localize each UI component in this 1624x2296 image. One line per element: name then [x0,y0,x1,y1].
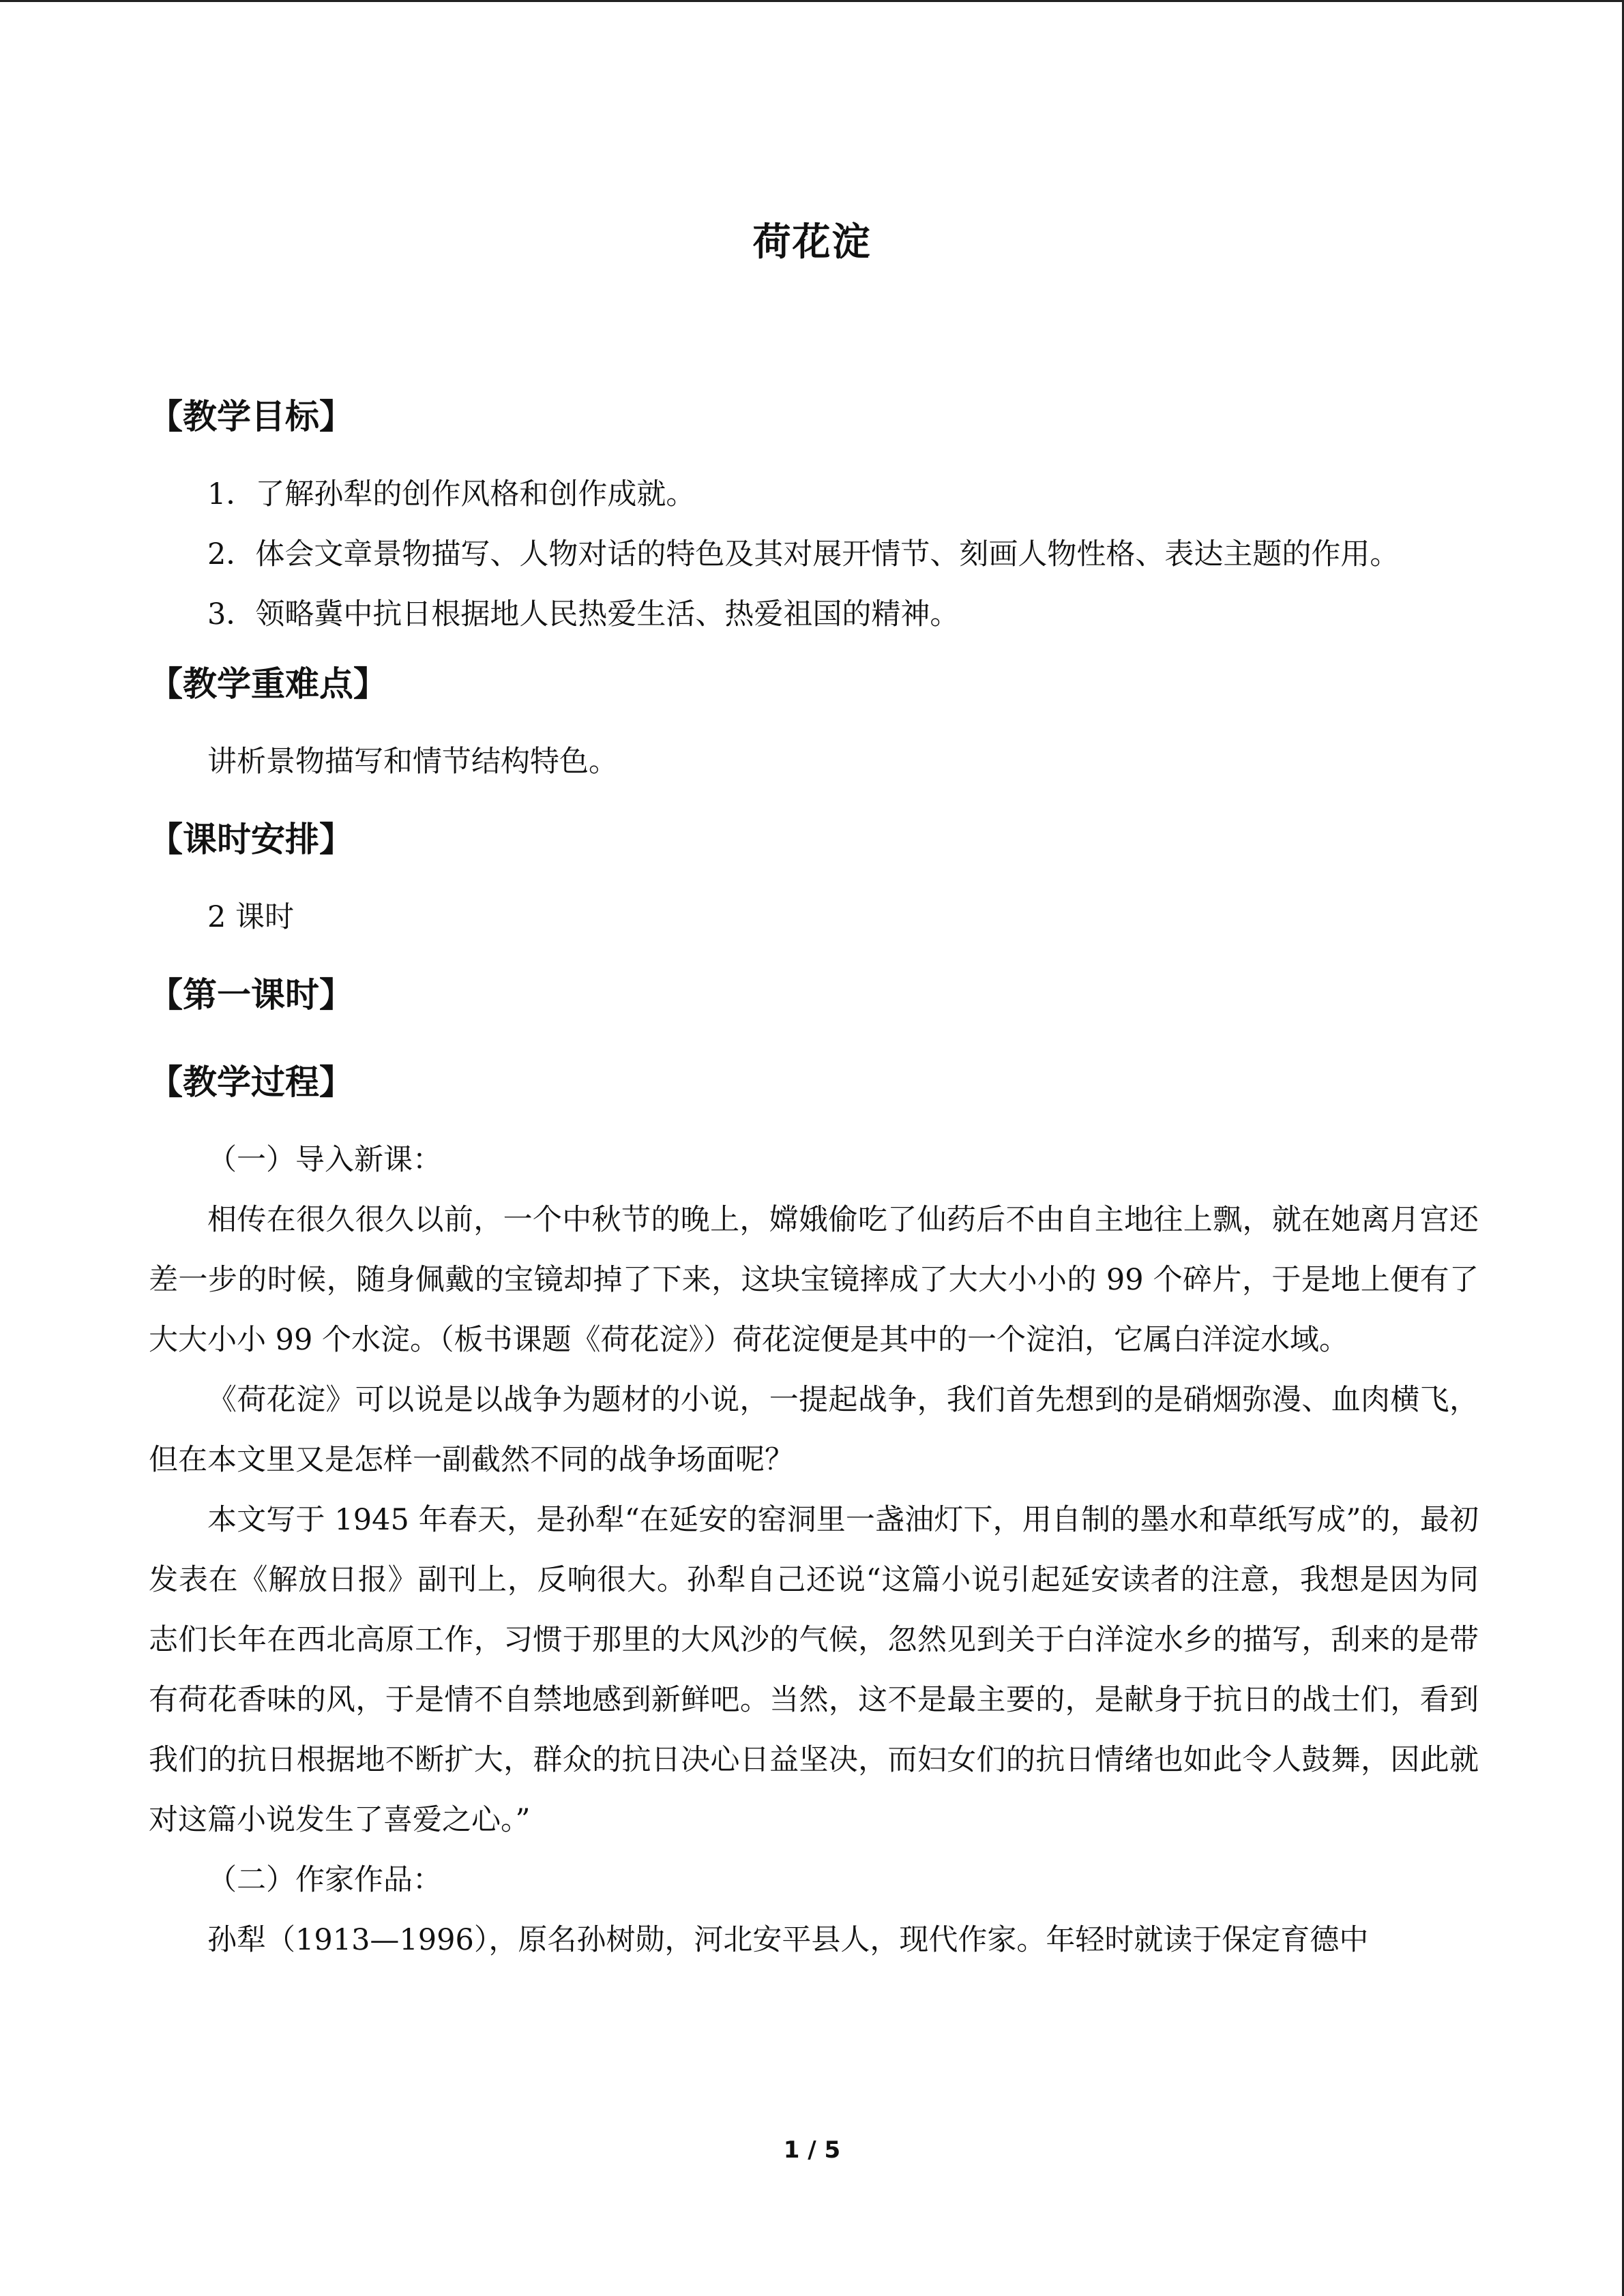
schedule-text: 2 课时 [207,900,295,934]
section-heading-schedule: 【课时安排】 [149,820,353,859]
document-title: 荷花淀 [752,220,872,265]
document-body [149,377,1479,1970]
author-label: （二）作家作品： [207,1863,442,1897]
intro-label: （一）导入新课： [207,1143,442,1177]
process-paragraph-2: 《荷花淀》可以说是以战争为题材的小说，一提起战争，我们首先想到的是硝烟弥漫、血肉横飞，但在本文里又是怎样一副截然不同的战争场面呢？ [149,1383,1479,1477]
author-text: 孙犁（1913—1996），原名孙树勋，河北安平县人，现代作家。年轻时就读于保定育德中 [207,1923,1369,1957]
section-heading-goals: 【教学目标】 [149,397,353,436]
page-indicator: 1 / 5 [783,2136,841,2164]
key-points-text: 讲析景物描写和情节结构特色。 [207,745,618,779]
goal-item-1: 1．了解孙犁的创作风格和创作成就。 [207,477,696,511]
process-paragraph-1: 相传在很久很久以前，一个中秋节的晚上，嫦娥偷吃了仙药后不由自主地往上飘，就在她离月宫还差一步的时候，随身佩戴的宝镜却掉了下来，这块宝镜摔成了大大小小的 99 个碎片，于是地上便有了大大小小 99 个水淀。（板书课题《荷花淀》）荷花淀便是其中的一个淀泊，它属白洋淀水域。 [149,1203,1479,1357]
process-paragraph-3: 本文写于 1945 年春天，是孙犁“在延安的窑洞里一盏油灯下，用自制的墨水和草纸写成”的，最初发表在《解放日报》副刊上，反响很大。孙犁自己还说“这篇小说引起延安读者的注意，我想是因为同志们长年在西北高原工作，习惯于那里的大风沙的气候，忽然见到关于白洋淀水乡的描写，刮来的是带有荷花香味的风，于是情不自禁地感到新鲜吧。当然，这不是最主要的，是献身于抗日的战士们，看到我们的抗日根据地不断扩大，群众的抗日决心日益坚决，而妇女们的抗日情绪也如此令人鼓舞，因此就对这篇小说发生了喜爱之心。” [149,1503,1479,1837]
section-heading-key-points: 【教学重难点】 [149,664,387,704]
goal-item-2: 2．体会文章景物描写、人物对话的特色及其对展开情节、刻画人物性格、表达主题的作用。 [207,537,1400,571]
section-heading-process: 【教学过程】 [149,1062,353,1102]
section-heading-first-lesson: 【第一课时】 [149,975,353,1015]
goal-item-3: 3．领略冀中抗日根据地人民热爱生活、热爱祖国的精神。 [207,597,960,631]
